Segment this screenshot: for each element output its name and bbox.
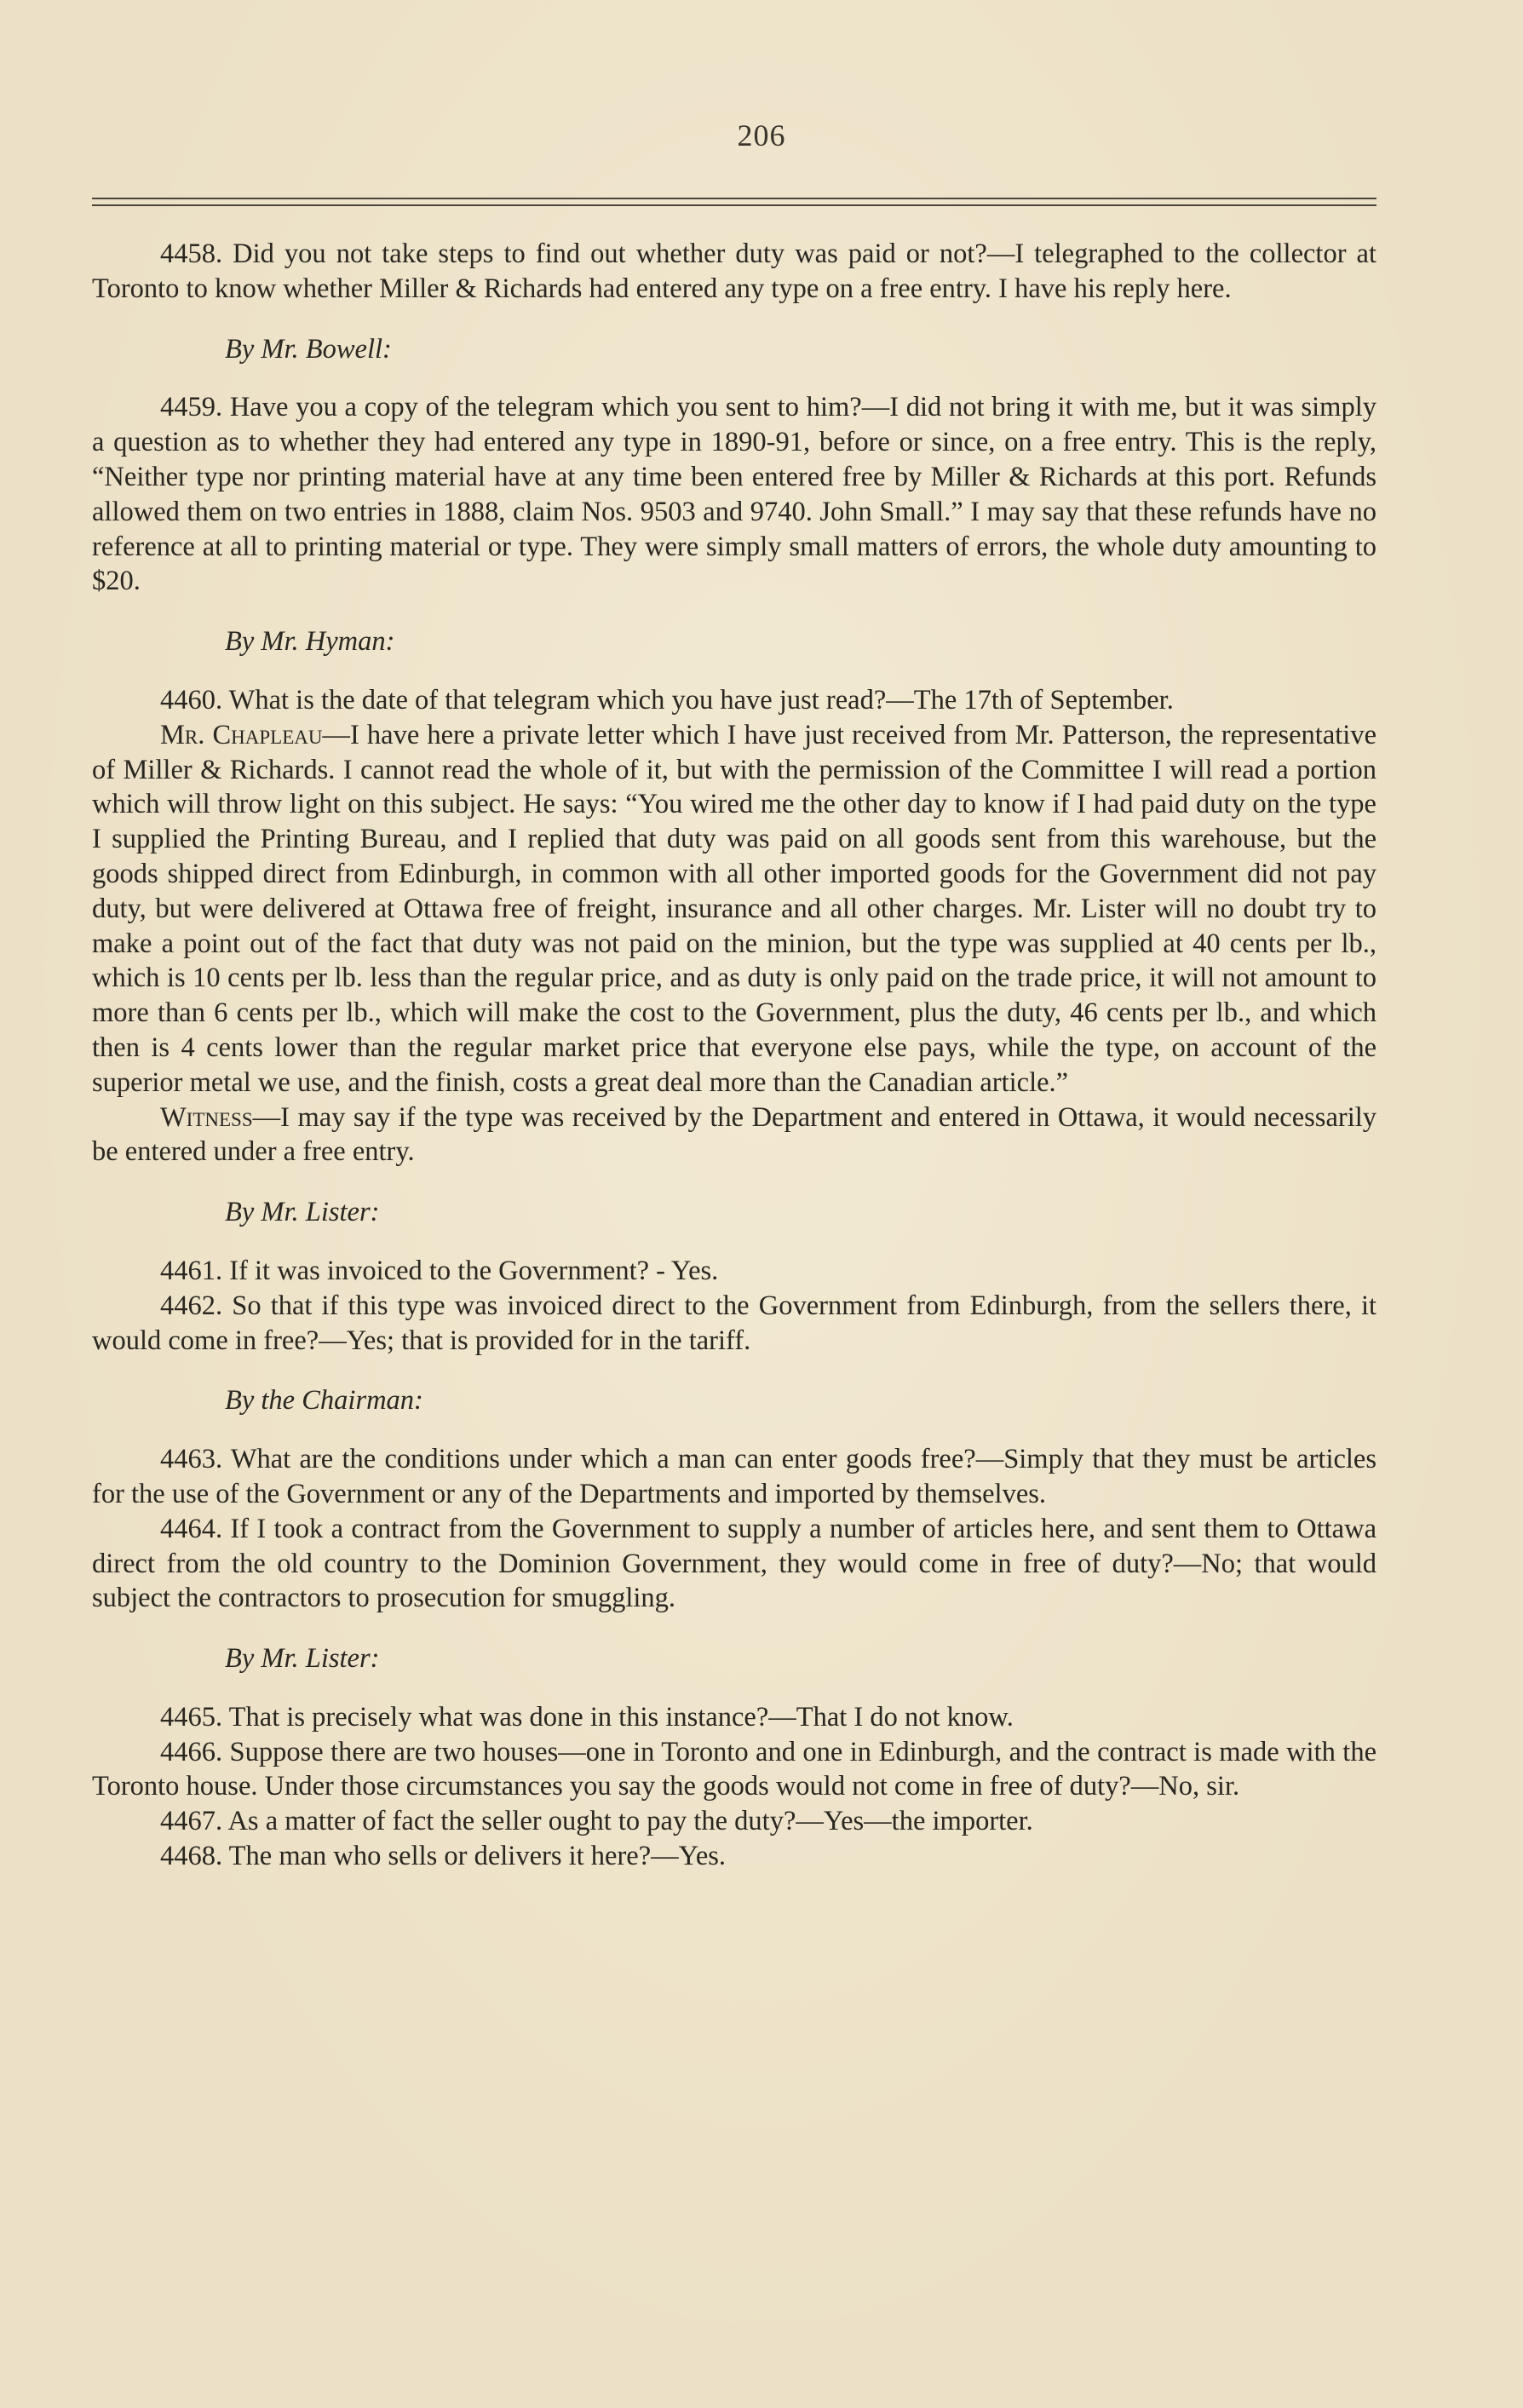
question-4467: 4467. As a matter of fact the seller ought to pay the duty?—Yes—the importer. (160, 1806, 1033, 1837)
question-4458: 4458. Did you not take steps to find out whether duty was paid or not?—I telegraphed to the collector at Toronto to know whether Miller & Richards had entered any type on a free entry. I have his reply here. (92, 239, 1376, 304)
question-4462: 4462. So that if this type was invoiced direct to the Government from Edinburgh, from the sellers there, it would come in free?—Yes; that is provided for in the tariff. (92, 1290, 1376, 1356)
speaker-heading: By Mr. Lister: (225, 1197, 380, 1228)
speaker-name: Mr. Chapleau (160, 719, 323, 750)
question-4461: 4461. If it was invoiced to the Government? - Yes. (160, 1255, 719, 1286)
question-4460: 4460. What is the date of that telegram which you have just read?—The 17th of September. (160, 684, 1174, 716)
header-rule (92, 198, 1376, 211)
statement-chapleau (92, 718, 1376, 1101)
speaker-heading: By the Chairman: (225, 1385, 423, 1417)
speaker-heading: By Mr. Bowell: (225, 333, 392, 365)
question-4463: 4463. What are the conditions under which a man can enter goods free?—Simply that they must be articles for the use of the Government or any of the Departments and imported by themselves. (92, 1444, 1376, 1509)
speaker-name: Witness (160, 1101, 253, 1133)
question-4468: 4468. The man who sells or delivers it here?—Yes. (160, 1841, 727, 1872)
page-number: 206 (737, 118, 786, 152)
rule-line-bottom (92, 204, 1376, 206)
question-4464: 4464. If I took a contract from the Government to supply a number of articles here, and sent them to Ottawa direct from the old country to the Dominion Government, they would come in free of duty?—No; that would subject the contractors to prosecution for smuggling. (92, 1513, 1376, 1614)
question-4459: 4459. Have you a copy of the telegram which you sent to him?—I did not bring it with me, but it was simply a question as to whether they had entered any type in 1890-91, before or since, on a free entry. This is the reply, “Neither type nor printing material have at any time been entered free by Miller & Richards at this port. Refunds allowed them on two entries in 1888, claim Nos. 9503 and 9740. John Small.” I may say that these refunds have no reference at all to printing material or type. They were simply small matters of errors, the whole duty amounting to $20. (92, 392, 1376, 597)
question-4466: 4466. Suppose there are two houses—one in Toronto and one in Edinburgh, and the contract is made with the Toronto house. Under those circumstances you say the goods would not come in free of duty?—No, sir. (92, 1736, 1376, 1802)
transcript-body (92, 237, 1376, 1874)
statement-text: —I have here a private letter which I have just received from Mr. Patterson, the representative of Miller & Richards. I cannot read the whole of it, but with the permission of the Committee I will read a portion which will throw light on this subject. He says: “You wired me the other day to know if I had paid duty on the type I supplied the Printing Bureau, and I replied that duty was paid on all goods sent from this warehouse, but the goods shipped direct from Edinburgh, in common with all other imported goods for the Government did not pay duty, but were delivered at Ottawa free of freight, insurance and all other charges. Mr. Lister will no doubt try to make a point out of the fact that duty was not paid on the minion, but the type was supplied at 40 cents per lb., which is 10 cents per lb. less than the regular price, and as duty is only paid on the trade price, it will not amount to more than 6 cents per lb., which will make the cost to the Government, plus the duty, 46 cents per lb., and which then is 4 cents lower than the regular market price that everyone else pays, while the type, on account of the superior metal we use, and the finish, costs a great deal more than the Canadian article.” (92, 719, 1377, 1098)
statement-text: —I may say if the type was received by the Department and entered in Ottawa, it would necessarily be entered under a free entry. (92, 1101, 1376, 1168)
speaker-heading: By Mr. Lister: (225, 1643, 380, 1675)
speaker-heading: By Mr. Hyman: (225, 626, 395, 658)
question-4465: 4465. That is precisely what was done in this instance?—That I do not know. (160, 1701, 1014, 1733)
statement-witness (92, 1101, 1376, 1170)
rule-line-top (92, 198, 1376, 199)
